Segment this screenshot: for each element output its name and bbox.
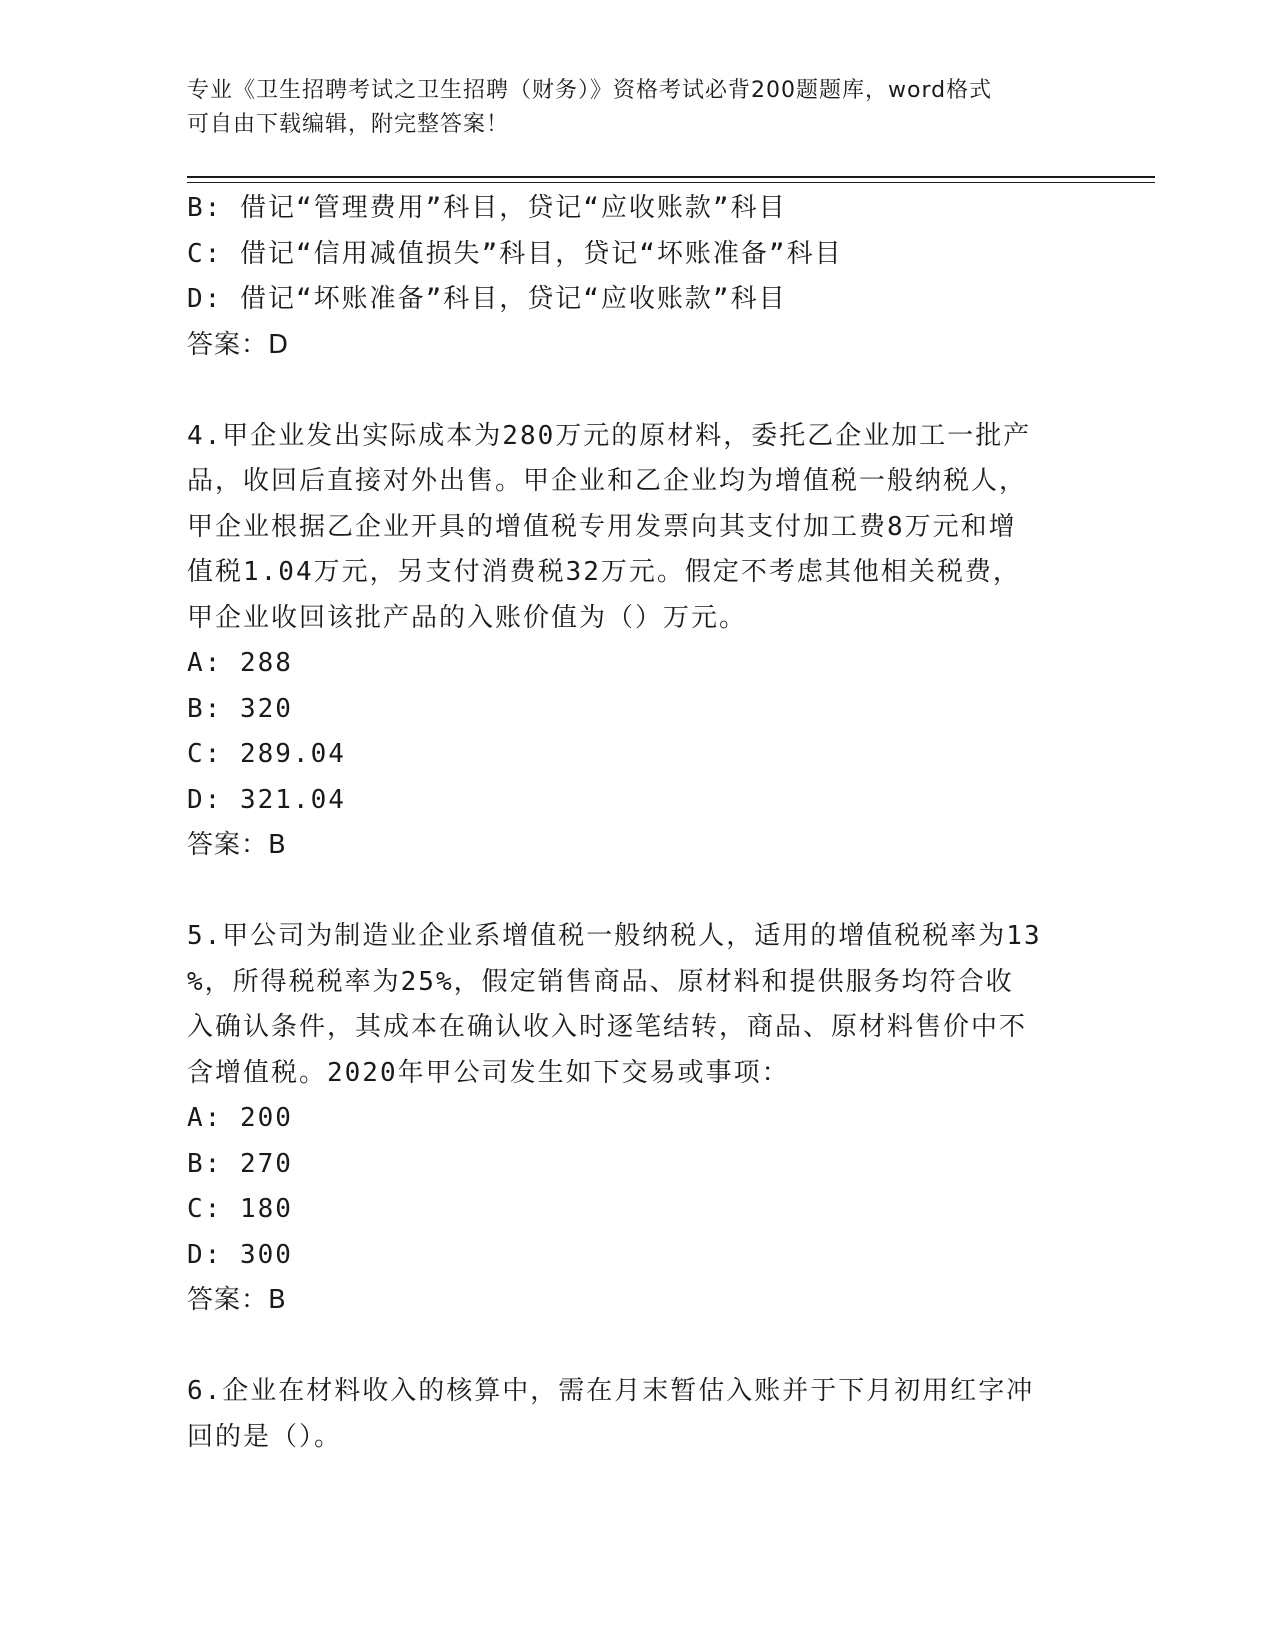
header-line-2: 可自由下载编辑，附完整答案！: [187, 112, 510, 137]
question-text-line: 回的是（）。: [187, 1421, 343, 1452]
option-c: C: 180: [187, 1194, 293, 1224]
spacer: [187, 869, 1067, 915]
question-text-line: 值税1.04万元，另支付消费税32万元。假定不考虑其他相关税费，: [187, 557, 1021, 587]
question-text-line: 6.企业在材料收入的核算中，需在月末暂估入账并于下月初用红字冲: [187, 1376, 1035, 1406]
answer-line: 答案：D: [187, 329, 290, 360]
option-d: D: 借记“坏账准备”科目，贷记“应收账款”科目: [187, 284, 787, 314]
question-6-block: [187, 1369, 1067, 1460]
question-4-block: [187, 414, 1067, 869]
header-divider-thin: [187, 182, 1155, 183]
option-c: C: 借记“信用减值损失”科目，贷记“坏账准备”科目: [187, 238, 843, 269]
option-a: A: 288: [187, 648, 293, 678]
option-c: C: 289.04: [187, 739, 346, 769]
question-5-block: [187, 914, 1067, 1324]
option-b: B: 320: [187, 693, 293, 724]
header-divider-thick: [187, 176, 1155, 178]
spacer: [187, 1324, 1067, 1370]
option-b: B: 借记“管理费用”科目，贷记“应收账款”科目: [187, 193, 787, 223]
answer-line: 答案：B: [187, 830, 287, 860]
document-body: [187, 186, 1067, 1460]
answer-line: 答案：B: [187, 1285, 287, 1315]
option-d: D: 321.04: [187, 784, 346, 815]
question-text-line: 甲企业根据乙企业开具的增值税专用发票向其支付加工费8万元和增: [187, 511, 1017, 542]
header-line-1: 专业《卫生招聘考试之卫生招聘（财务）》资格考试必背200题题库，word格式: [187, 78, 993, 103]
option-d: D: 300: [187, 1239, 293, 1270]
document-header: [187, 74, 1067, 142]
spacer: [187, 368, 1067, 414]
question-3-block: [187, 186, 1067, 368]
option-a: A: 200: [187, 1103, 293, 1133]
question-text-line: 品，收回后直接对外出售。甲企业和乙企业均为增值税一般纳税人，: [187, 466, 1028, 496]
question-text-line: 5.甲公司为制造业企业系增值税一般纳税人，适用的增值税税率为13: [187, 921, 1042, 951]
option-b: B: 270: [187, 1148, 293, 1179]
question-text-line: 入确认条件，其成本在确认收入时逐笔结转，商品、原材料售价中不: [187, 1012, 1028, 1042]
question-text-line: 含增值税。2020年甲公司发生如下交易或事项：: [187, 1057, 790, 1088]
question-text-line: %，所得税税率为25%，假定销售商品、原材料和提供服务均符合收: [187, 966, 1014, 997]
question-text-line: 4.甲企业发出实际成本为280万元的原材料，委托乙企业加工一批产: [187, 420, 1032, 451]
question-text-line: 甲企业收回该批产品的入账价值为（）万元。: [187, 602, 748, 633]
